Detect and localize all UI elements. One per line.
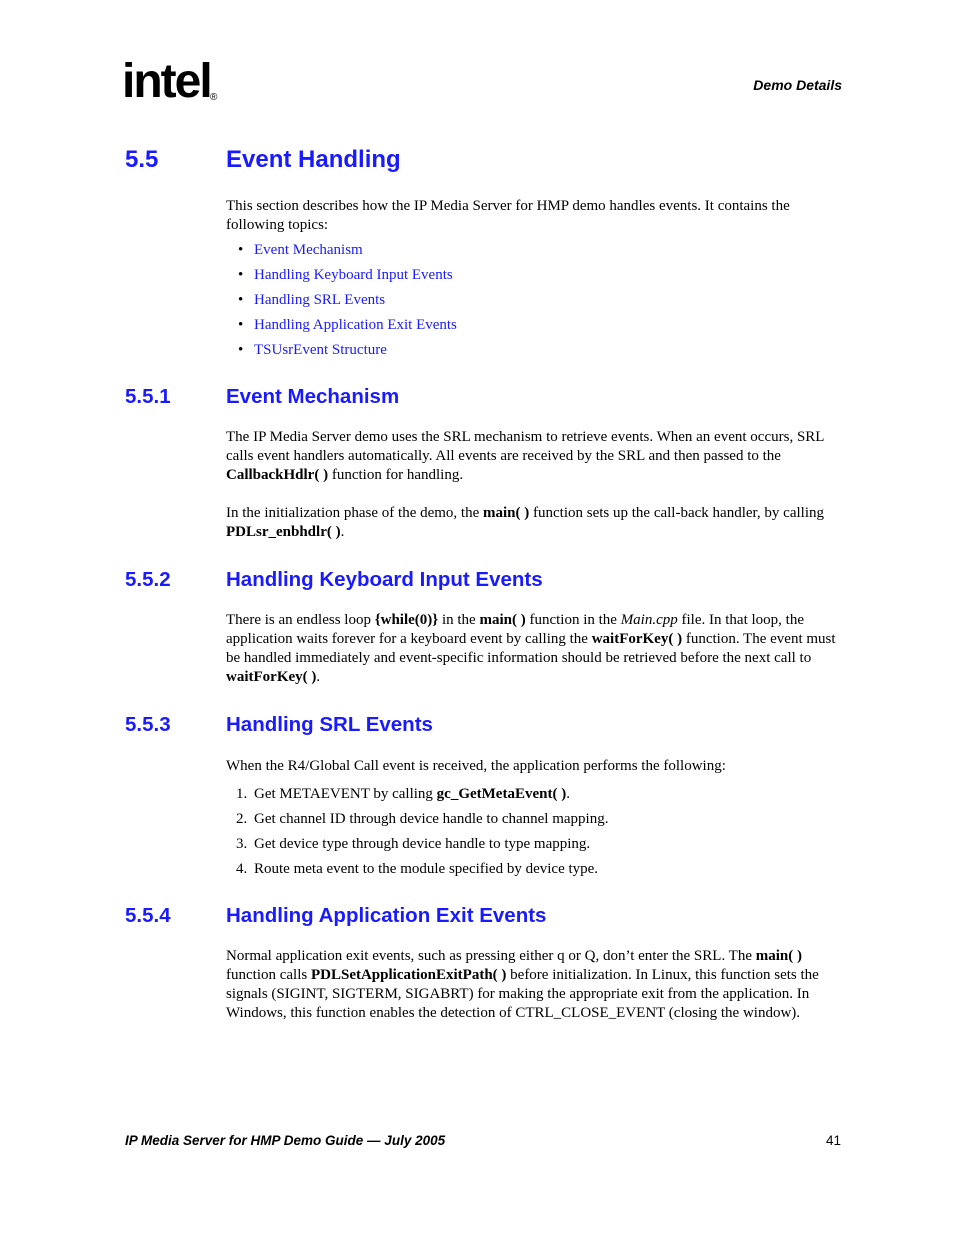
topic-link-application-exit[interactable]: Handling Application Exit Events [254, 317, 457, 333]
topic-list [226, 241, 457, 366]
list-item[interactable] [226, 266, 457, 291]
section-title: Handling Keyboard Input Events [226, 568, 543, 591]
file-name: Main.cpp [620, 612, 678, 628]
intro-paragraph: This section describes how the IP Media Server for HMP demo handles events. It contains the following topics: [226, 198, 790, 233]
text-run: Get METAEVENT by calling [254, 786, 437, 802]
function-name: waitForKey( ) [591, 631, 683, 647]
section-heading-5-5-4 [125, 904, 546, 928]
text-run: . [340, 524, 345, 540]
page-number: 41 [825, 1133, 841, 1148]
step-number: 2. [236, 811, 248, 827]
topic-link-event-mechanism[interactable]: Event Mechanism [254, 242, 363, 258]
topic-link-srl-events[interactable]: Handling SRL Events [254, 292, 386, 308]
paragraph [226, 428, 844, 485]
text-run: . [566, 786, 570, 802]
function-name: main( ) [755, 948, 802, 964]
bullet-icon: • [238, 267, 244, 283]
text-run: Get device type through device handle to type mapping. [254, 836, 591, 852]
list-item[interactable] [226, 241, 457, 266]
section-number: 5.5.1 [125, 385, 171, 408]
section-number: 5.5 [125, 146, 159, 173]
text-run: Route meta event to the module specified by device type. [254, 861, 599, 877]
registered-mark: ® [210, 92, 218, 103]
code-snippet: {while(0)} [374, 612, 439, 628]
list-item[interactable] [226, 291, 457, 316]
step-number: 3. [236, 836, 248, 852]
text-run: In the initialization phase of the demo, the [226, 505, 484, 521]
text-run: The IP Media Server demo uses the SRL mechanism to retrieve events. When an event occurs, SRL calls event handlers automatically. All events are received by the SRL and then passed to the [226, 429, 824, 464]
text-run: function calls [226, 967, 311, 983]
bullet-icon: • [238, 317, 244, 333]
paragraph [226, 947, 844, 1023]
text-run: . [316, 669, 321, 685]
section-title: Handling Application Exit Events [226, 904, 547, 927]
section-heading-5-5-2 [125, 568, 543, 592]
text-run: There is an endless loop [226, 612, 375, 628]
text-run: function. The event must be handled immediately and event-specific information should be retrieved before the next call to [226, 631, 836, 666]
section-title: Event Handling [226, 146, 401, 173]
text-run: in the [438, 612, 480, 628]
section-title: Event Mechanism [226, 385, 400, 408]
logo-wordmark: intel [122, 55, 211, 108]
function-name: PDLsr_enbhdlr( ) [226, 524, 341, 540]
list-item[interactable] [226, 341, 457, 366]
intel-logo [122, 55, 222, 118]
list-item [226, 810, 608, 835]
bullet-icon: • [238, 242, 244, 258]
section-heading-5-5-1 [125, 385, 399, 409]
text-run: Get channel ID through device handle to channel mapping. [254, 811, 609, 827]
text-run: function sets up the call-back handler, by calling [529, 505, 824, 521]
paragraph [226, 611, 844, 687]
function-name: gc_GetMetaEvent( ) [436, 786, 567, 802]
paragraph [226, 504, 844, 542]
step-number: 4. [236, 861, 248, 877]
topic-link-tsusrevent[interactable]: TSUsrEvent Structure [254, 342, 387, 358]
steps-list [226, 785, 608, 885]
text-run: before initialization. In Linux, this function sets the signals (SIGINT, SIGTERM, SIGABRT) for making the appropriate exit from the application. In Windows, this function enables the detection of CTRL_CLOSE_EVENT (closing the window). [226, 967, 819, 1021]
section-number: 5.5.4 [125, 904, 171, 927]
section-title: Handling SRL Events [226, 713, 433, 736]
list-item [226, 785, 608, 810]
list-item [226, 835, 608, 860]
text-run: function for handling. [328, 467, 464, 483]
bullet-icon: • [238, 292, 244, 308]
section-heading-5-5-3 [125, 713, 433, 737]
function-name: PDLSetApplicationExitPath( ) [310, 967, 507, 983]
bullet-icon: • [238, 342, 244, 358]
function-name: main( ) [479, 612, 526, 628]
list-item [226, 860, 608, 885]
paragraph: When the R4/Global Call event is received, the application performs the following: [226, 758, 726, 774]
footer-doc-title: IP Media Server for HMP Demo Guide — July 2005 [125, 1133, 446, 1148]
text-run: Normal application exit events, such as pressing either q or Q, don’t enter the SRL. The [226, 948, 756, 964]
function-name: main( ) [483, 505, 530, 521]
section-number: 5.5.3 [125, 713, 171, 736]
function-name: waitForKey( ) [226, 669, 317, 685]
section-number: 5.5.2 [125, 568, 171, 591]
section-heading-5-5 [125, 146, 401, 174]
function-name: CallbackHdlr( ) [226, 467, 329, 483]
list-item[interactable] [226, 316, 457, 341]
topic-link-keyboard-input[interactable]: Handling Keyboard Input Events [254, 267, 453, 283]
step-number: 1. [236, 786, 248, 802]
text-run: function in the [525, 612, 621, 628]
running-header: Demo Details [753, 77, 842, 93]
text-run: file. In that loop, the application waits forever for a keyboard event by calling the [226, 612, 804, 647]
